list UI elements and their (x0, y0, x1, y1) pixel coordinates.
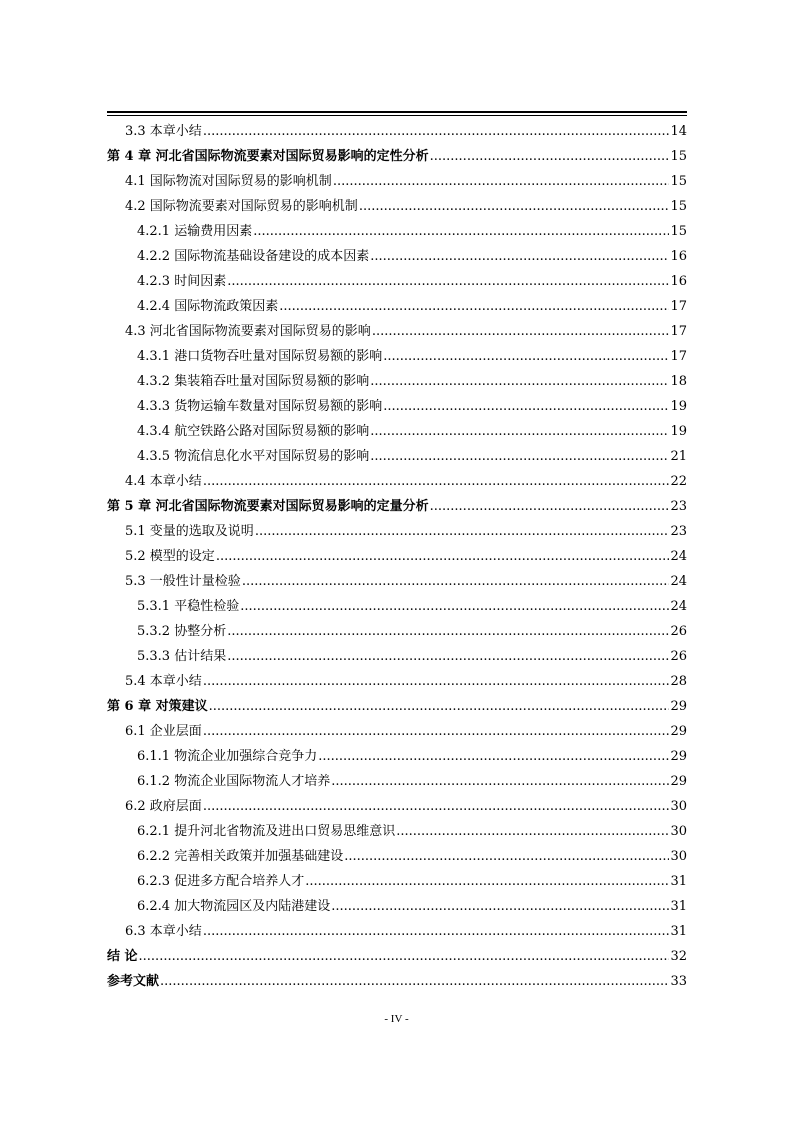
toc-entry-page: 32 (670, 949, 687, 964)
toc-entry-page: 23 (670, 499, 687, 514)
toc-entry-title: 4.3.2 集装箱吞吐量对国际贸易额的影响 (137, 374, 370, 389)
toc-entry-title: 4.4 本章小结 (125, 474, 202, 489)
toc-entry-page: 26 (670, 624, 687, 639)
toc-dot-leader (370, 374, 669, 390)
toc-entry[interactable] (107, 215, 687, 240)
toc-dot-leader (344, 849, 669, 865)
toc-entry-title: 6.2.2 完善相关政策并加强基础建设 (137, 849, 344, 864)
toc-entry-page: 16 (670, 249, 687, 264)
toc-entry[interactable] (107, 490, 687, 515)
toc-entry[interactable] (107, 840, 687, 865)
toc-entry-page: 19 (670, 424, 687, 439)
toc-entry[interactable] (107, 965, 687, 990)
toc-entry-title: 第 6 章 对策建议 (107, 699, 208, 714)
toc-dot-leader (203, 799, 670, 815)
toc-entry[interactable] (107, 415, 687, 440)
toc-entry-page: 29 (670, 774, 687, 789)
toc-entry-page: 18 (670, 374, 687, 389)
page-number: - IV - (384, 1013, 409, 1025)
toc-entry-title: 6.3 本章小结 (125, 924, 202, 939)
toc-entry[interactable] (107, 515, 687, 540)
toc-entry-page: 31 (670, 874, 687, 889)
toc-dot-leader (318, 749, 669, 765)
toc-entry-page: 17 (670, 349, 687, 364)
toc-entry-page: 30 (670, 799, 687, 814)
toc-entry-page: 17 (670, 324, 687, 339)
toc-dot-leader (370, 449, 669, 465)
toc-entry-title: 4.1 国际物流对国际贸易的影响机制 (125, 174, 332, 189)
toc-entry[interactable] (107, 165, 687, 190)
toc-entry[interactable] (107, 865, 687, 890)
toc-entry-page: 28 (670, 674, 687, 689)
toc-entry-page: 15 (670, 224, 687, 239)
toc-entry-page: 24 (670, 574, 687, 589)
toc-entry-title: 第 5 章 河北省国际物流要素对国际贸易影响的定量分析 (107, 499, 429, 514)
toc-entry-title: 4.2.4 国际物流政策因素 (137, 299, 279, 314)
toc-entry-page: 29 (670, 749, 687, 764)
toc-dot-leader (203, 674, 670, 690)
toc-entry-title: 6.1.2 物流企业国际物流人才培养 (137, 774, 331, 789)
toc-entry-title: 第 4 章 河北省国际物流要素对国际贸易影响的定性分析 (107, 149, 429, 164)
toc-entry-page: 16 (670, 274, 687, 289)
toc-entry-title: 6.2.3 促进多方配合培养人才 (137, 874, 305, 889)
toc-entry-title: 6.2.4 加大物流园区及内陆港建设 (137, 899, 331, 914)
toc-entry-title: 4.2.3 时间因素 (137, 274, 227, 289)
toc-entry-title: 4.2.2 国际物流基础设备建设的成本因素 (137, 249, 370, 264)
toc-dot-leader (370, 249, 669, 265)
toc-dot-leader (160, 974, 669, 990)
toc-entry[interactable] (107, 340, 687, 365)
toc-entry-title: 结 论 (107, 949, 138, 964)
toc-entry-title: 5.3 一般性计量检验 (125, 574, 241, 589)
toc-entry-title: 5.4 本章小结 (125, 674, 202, 689)
toc-entry[interactable] (107, 740, 687, 765)
toc-entry-title: 5.3.3 估计结果 (137, 649, 227, 664)
toc-entry-title: 4.2 国际物流要素对国际贸易的影响机制 (125, 199, 358, 214)
toc-entry-title: 5.1 变量的选取及说明 (125, 524, 254, 539)
toc-entry[interactable] (107, 315, 687, 340)
toc-dot-leader (227, 649, 669, 665)
toc-dot-leader (203, 924, 670, 940)
toc-entry[interactable] (107, 565, 687, 590)
toc-entry[interactable] (107, 940, 687, 965)
toc-entry[interactable] (107, 115, 687, 140)
toc-entry-page: 30 (670, 849, 687, 864)
toc-entry[interactable] (107, 440, 687, 465)
toc-dot-leader (227, 624, 669, 640)
toc-dot-leader (203, 124, 670, 140)
toc-entry[interactable] (107, 240, 687, 265)
toc-entry-page: 33 (670, 974, 687, 989)
toc-dot-leader (279, 299, 669, 315)
toc-entry-page: 24 (670, 599, 687, 614)
toc-dot-leader (430, 149, 670, 165)
toc-entry[interactable] (107, 365, 687, 390)
toc-dot-leader (430, 499, 670, 515)
toc-entry-title: 4.2.1 运输费用因素 (137, 224, 253, 239)
toc-dot-leader (253, 224, 669, 240)
toc-entry-page: 23 (670, 524, 687, 539)
toc-entry[interactable] (107, 790, 687, 815)
toc-entry[interactable] (107, 915, 687, 940)
toc-dot-leader (372, 324, 670, 340)
toc-entry[interactable] (107, 665, 687, 690)
toc-entry-title: 6.2.1 提升河北省物流及进出口贸易思维意识 (137, 824, 396, 839)
toc-dot-leader (242, 574, 670, 590)
toc-entry[interactable] (107, 765, 687, 790)
toc-entry[interactable] (107, 690, 687, 715)
toc-dot-leader (209, 699, 670, 715)
toc-entry-page: 31 (670, 924, 687, 939)
toc-dot-leader (331, 899, 669, 915)
toc-dot-leader (383, 349, 669, 365)
toc-entry-page: 30 (670, 824, 687, 839)
toc-dot-leader (203, 724, 670, 740)
toc-entry-title: 6.2 政府层面 (125, 799, 202, 814)
toc-dot-leader (396, 824, 669, 840)
toc-dot-leader (216, 549, 670, 565)
toc-entry-page: 15 (670, 174, 687, 189)
toc-entry-page: 29 (670, 724, 687, 739)
toc-entry-page: 15 (670, 149, 687, 164)
toc-entry-title: 5.3.1 平稳性检验 (137, 599, 240, 614)
toc-dot-leader (139, 949, 670, 965)
toc-entry-page: 21 (670, 449, 687, 464)
toc-dot-leader (255, 524, 670, 540)
toc-entry-title: 4.3.4 航空铁路公路对国际贸易额的影响 (137, 424, 370, 439)
toc-dot-leader (383, 399, 669, 415)
toc-entry-title: 4.3 河北省国际物流要素对国际贸易的影响 (125, 324, 371, 339)
toc-entry-page: 19 (670, 399, 687, 414)
toc-entry-page: 17 (670, 299, 687, 314)
toc-dot-leader (359, 199, 670, 215)
toc-entry-title: 参考文献 (107, 974, 160, 989)
toc-entry[interactable] (107, 465, 687, 490)
toc-entry-page: 14 (670, 124, 687, 139)
toc-dot-leader (370, 424, 669, 440)
toc-entry-title: 4.3.1 港口货物吞吐量对国际贸易额的影响 (137, 349, 383, 364)
toc-dot-leader (331, 774, 669, 790)
toc-entry-title: 4.3.3 货物运输车数量对国际贸易额的影响 (137, 399, 383, 414)
toc-entry[interactable] (107, 540, 687, 565)
toc-entry[interactable] (107, 390, 687, 415)
toc-dot-leader (227, 274, 669, 290)
toc-entry[interactable] (107, 715, 687, 740)
toc-entry[interactable] (107, 590, 687, 615)
toc-entry-page: 24 (670, 549, 687, 564)
toc-entry-page: 31 (670, 899, 687, 914)
toc-entry-page: 15 (670, 199, 687, 214)
toc-entry[interactable] (107, 615, 687, 640)
toc-dot-leader (333, 174, 670, 190)
toc-entry-page: 22 (670, 474, 687, 489)
toc-entry-page: 29 (670, 699, 687, 714)
toc-entry[interactable] (107, 190, 687, 215)
toc-entry-title: 6.1.1 物流企业加强综合竞争力 (137, 749, 318, 764)
toc-dot-leader (203, 474, 670, 490)
toc-entry[interactable] (107, 265, 687, 290)
toc-entry[interactable] (107, 640, 687, 665)
toc-entry[interactable] (107, 140, 687, 165)
toc-entry[interactable] (107, 890, 687, 915)
toc-entry[interactable] (107, 815, 687, 840)
toc-entry[interactable] (107, 290, 687, 315)
header-rule-thick (107, 111, 687, 113)
toc-dot-leader (305, 874, 669, 890)
toc-entry-page: 26 (670, 649, 687, 664)
toc-entry-title: 5.3.2 协整分析 (137, 624, 227, 639)
toc-entry-title: 5.2 模型的设定 (125, 549, 215, 564)
toc-entry-title: 4.3.5 物流信息化水平对国际贸易的影响 (137, 449, 370, 464)
table-of-contents (107, 115, 687, 990)
toc-entry-title: 3.3 本章小结 (125, 124, 202, 139)
toc-dot-leader (240, 599, 669, 615)
toc-entry-title: 6.1 企业层面 (125, 724, 202, 739)
